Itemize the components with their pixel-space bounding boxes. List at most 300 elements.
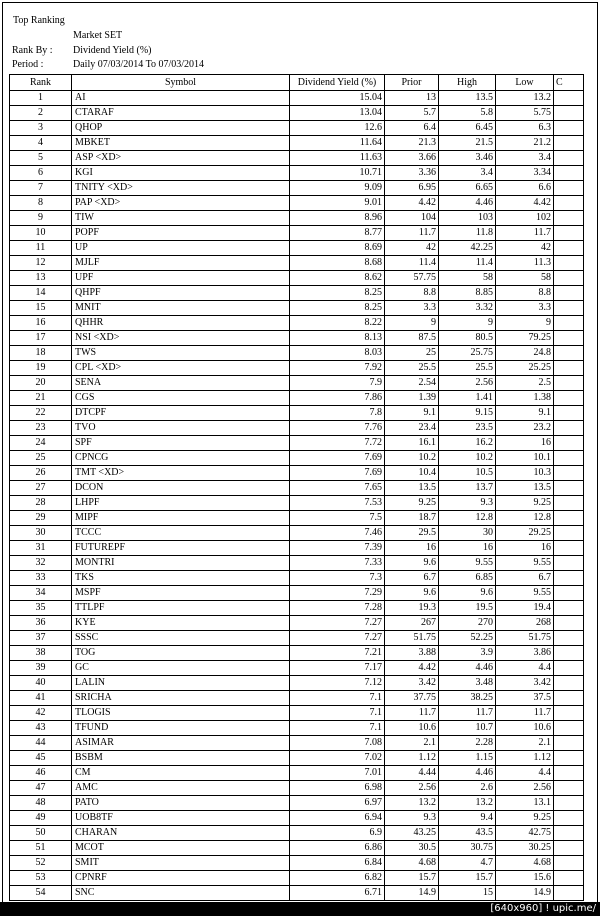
close-cell bbox=[554, 541, 584, 556]
close-cell bbox=[554, 766, 584, 781]
high-cell: 3.4 bbox=[439, 166, 496, 181]
low-cell: 19.4 bbox=[496, 601, 554, 616]
symbol-cell: BSBM bbox=[72, 751, 290, 766]
high-cell: 12.8 bbox=[439, 511, 496, 526]
yield-cell: 7.33 bbox=[290, 556, 385, 571]
close-cell bbox=[554, 481, 584, 496]
prior-cell: 42 bbox=[385, 241, 439, 256]
table-row bbox=[10, 826, 584, 841]
table-header-row bbox=[10, 75, 584, 91]
yield-cell: 7.1 bbox=[290, 691, 385, 706]
close-cell bbox=[554, 346, 584, 361]
rank-cell: 2 bbox=[10, 106, 72, 121]
yield-cell: 7.39 bbox=[290, 541, 385, 556]
symbol-cell: NSI <XD> bbox=[72, 331, 290, 346]
high-cell: 38.25 bbox=[439, 691, 496, 706]
rank-cell: 38 bbox=[10, 646, 72, 661]
high-cell: 8.85 bbox=[439, 286, 496, 301]
yield-cell: 7.1 bbox=[290, 721, 385, 736]
table-row bbox=[10, 286, 584, 301]
symbol-cell: TKS bbox=[72, 571, 290, 586]
low-cell: 2.1 bbox=[496, 736, 554, 751]
report-title: Top Ranking bbox=[13, 15, 65, 26]
prior-cell: 4.68 bbox=[385, 856, 439, 871]
high-cell: 16.2 bbox=[439, 436, 496, 451]
rank-cell: 5 bbox=[10, 151, 72, 166]
prior-cell: 2.56 bbox=[385, 781, 439, 796]
yield-cell: 7.28 bbox=[290, 601, 385, 616]
symbol-cell: LHPF bbox=[72, 496, 290, 511]
table-row bbox=[10, 571, 584, 586]
rank-cell: 19 bbox=[10, 361, 72, 376]
yield-cell: 7.3 bbox=[290, 571, 385, 586]
table-row bbox=[10, 421, 584, 436]
symbol-cell: MNIT bbox=[72, 301, 290, 316]
low-cell: 11.7 bbox=[496, 706, 554, 721]
high-cell: 25.5 bbox=[439, 361, 496, 376]
table-row bbox=[10, 106, 584, 121]
table-row bbox=[10, 886, 584, 901]
low-cell: 10.3 bbox=[496, 466, 554, 481]
rank-cell: 52 bbox=[10, 856, 72, 871]
high-cell: 3.46 bbox=[439, 151, 496, 166]
col-symbol: Symbol bbox=[72, 75, 290, 91]
table-row bbox=[10, 436, 584, 451]
low-cell: 21.2 bbox=[496, 136, 554, 151]
yield-cell: 8.22 bbox=[290, 316, 385, 331]
symbol-cell: ASP <XD> bbox=[72, 151, 290, 166]
yield-cell: 7.08 bbox=[290, 736, 385, 751]
rank-cell: 15 bbox=[10, 301, 72, 316]
yield-cell: 7.69 bbox=[290, 451, 385, 466]
symbol-cell: AMC bbox=[72, 781, 290, 796]
prior-cell: 16.1 bbox=[385, 436, 439, 451]
rank-cell: 28 bbox=[10, 496, 72, 511]
symbol-cell: UP bbox=[72, 241, 290, 256]
symbol-cell: KYE bbox=[72, 616, 290, 631]
yield-cell: 7.01 bbox=[290, 766, 385, 781]
high-cell: 9.3 bbox=[439, 496, 496, 511]
col-dividend-yield: Dividend Yield (%) bbox=[290, 75, 385, 91]
low-cell: 268 bbox=[496, 616, 554, 631]
table-row bbox=[10, 226, 584, 241]
yield-cell: 8.03 bbox=[290, 346, 385, 361]
prior-cell: 3.66 bbox=[385, 151, 439, 166]
table-row bbox=[10, 691, 584, 706]
symbol-cell: GC bbox=[72, 661, 290, 676]
col-rank: Rank bbox=[10, 75, 72, 91]
table-row bbox=[10, 646, 584, 661]
close-cell bbox=[554, 871, 584, 886]
prior-cell: 104 bbox=[385, 211, 439, 226]
high-cell: 4.46 bbox=[439, 661, 496, 676]
yield-cell: 7.21 bbox=[290, 646, 385, 661]
table-row bbox=[10, 601, 584, 616]
table-row bbox=[10, 271, 584, 286]
low-cell: 51.75 bbox=[496, 631, 554, 646]
col-close-partial: C bbox=[554, 75, 584, 91]
prior-cell: 9.1 bbox=[385, 406, 439, 421]
table-row bbox=[10, 256, 584, 271]
low-cell: 11.7 bbox=[496, 226, 554, 241]
period-value: Daily 07/03/2014 To 07/03/2014 bbox=[73, 59, 205, 70]
prior-cell: 10.4 bbox=[385, 466, 439, 481]
yield-cell: 6.84 bbox=[290, 856, 385, 871]
prior-cell: 3.3 bbox=[385, 301, 439, 316]
table-row bbox=[10, 481, 584, 496]
table-row bbox=[10, 241, 584, 256]
rank-cell: 53 bbox=[10, 871, 72, 886]
yield-cell: 6.9 bbox=[290, 826, 385, 841]
rank-cell: 14 bbox=[10, 286, 72, 301]
high-cell: 10.2 bbox=[439, 451, 496, 466]
low-cell: 13.2 bbox=[496, 91, 554, 106]
low-cell: 24.8 bbox=[496, 346, 554, 361]
low-cell: 3.34 bbox=[496, 166, 554, 181]
low-cell: 10.6 bbox=[496, 721, 554, 736]
rank-cell: 8 bbox=[10, 196, 72, 211]
high-cell: 9.55 bbox=[439, 556, 496, 571]
low-cell: 3.4 bbox=[496, 151, 554, 166]
yield-cell: 9.09 bbox=[290, 181, 385, 196]
prior-cell: 13.5 bbox=[385, 481, 439, 496]
high-cell: 21.5 bbox=[439, 136, 496, 151]
symbol-cell: MCOT bbox=[72, 841, 290, 856]
close-cell bbox=[554, 601, 584, 616]
yield-cell: 8.77 bbox=[290, 226, 385, 241]
prior-cell: 13.2 bbox=[385, 796, 439, 811]
low-cell: 23.2 bbox=[496, 421, 554, 436]
prior-cell: 9.25 bbox=[385, 496, 439, 511]
table-row bbox=[10, 676, 584, 691]
high-cell: 1.41 bbox=[439, 391, 496, 406]
prior-cell: 267 bbox=[385, 616, 439, 631]
close-cell bbox=[554, 301, 584, 316]
rank-cell: 36 bbox=[10, 616, 72, 631]
low-cell: 2.5 bbox=[496, 376, 554, 391]
yield-cell: 7.92 bbox=[290, 361, 385, 376]
rank-cell: 31 bbox=[10, 541, 72, 556]
yield-cell: 7.76 bbox=[290, 421, 385, 436]
symbol-cell: CM bbox=[72, 766, 290, 781]
close-cell bbox=[554, 631, 584, 646]
prior-cell: 15.7 bbox=[385, 871, 439, 886]
yield-cell: 8.68 bbox=[290, 256, 385, 271]
table-row bbox=[10, 721, 584, 736]
symbol-cell: TWS bbox=[72, 346, 290, 361]
low-cell: 3.86 bbox=[496, 646, 554, 661]
symbol-cell: TFUND bbox=[72, 721, 290, 736]
yield-cell: 8.96 bbox=[290, 211, 385, 226]
yield-cell: 6.82 bbox=[290, 871, 385, 886]
yield-cell: 11.63 bbox=[290, 151, 385, 166]
high-cell: 9 bbox=[439, 316, 496, 331]
table-row bbox=[10, 541, 584, 556]
close-cell bbox=[554, 166, 584, 181]
rank-cell: 22 bbox=[10, 406, 72, 421]
close-cell bbox=[554, 151, 584, 166]
prior-cell: 6.95 bbox=[385, 181, 439, 196]
symbol-cell: SENA bbox=[72, 376, 290, 391]
low-cell: 5.75 bbox=[496, 106, 554, 121]
low-cell: 15.6 bbox=[496, 871, 554, 886]
prior-cell: 5.7 bbox=[385, 106, 439, 121]
table-row bbox=[10, 781, 584, 796]
rank-cell: 35 bbox=[10, 601, 72, 616]
yield-cell: 6.97 bbox=[290, 796, 385, 811]
close-cell bbox=[554, 721, 584, 736]
close-cell bbox=[554, 361, 584, 376]
prior-cell: 6.7 bbox=[385, 571, 439, 586]
low-cell: 29.25 bbox=[496, 526, 554, 541]
prior-cell: 87.5 bbox=[385, 331, 439, 346]
rank-cell: 9 bbox=[10, 211, 72, 226]
low-cell: 13.1 bbox=[496, 796, 554, 811]
rank-cell: 24 bbox=[10, 436, 72, 451]
rank-cell: 11 bbox=[10, 241, 72, 256]
high-cell: 23.5 bbox=[439, 421, 496, 436]
yield-cell: 8.69 bbox=[290, 241, 385, 256]
rank-cell: 26 bbox=[10, 466, 72, 481]
high-cell: 15.7 bbox=[439, 871, 496, 886]
low-cell: 37.5 bbox=[496, 691, 554, 706]
low-cell: 58 bbox=[496, 271, 554, 286]
prior-cell: 2.54 bbox=[385, 376, 439, 391]
table-row bbox=[10, 766, 584, 781]
close-cell bbox=[554, 781, 584, 796]
high-cell: 13.7 bbox=[439, 481, 496, 496]
rank-cell: 47 bbox=[10, 781, 72, 796]
low-cell: 30.25 bbox=[496, 841, 554, 856]
low-cell: 4.4 bbox=[496, 661, 554, 676]
symbol-cell: LALIN bbox=[72, 676, 290, 691]
table-row bbox=[10, 211, 584, 226]
low-cell: 16 bbox=[496, 541, 554, 556]
prior-cell: 29.5 bbox=[385, 526, 439, 541]
symbol-cell: TOG bbox=[72, 646, 290, 661]
rank-cell: 33 bbox=[10, 571, 72, 586]
table-row bbox=[10, 616, 584, 631]
high-cell: 1.15 bbox=[439, 751, 496, 766]
rank-cell: 34 bbox=[10, 586, 72, 601]
prior-cell: 1.39 bbox=[385, 391, 439, 406]
high-cell: 30 bbox=[439, 526, 496, 541]
low-cell: 13.5 bbox=[496, 481, 554, 496]
col-low: Low bbox=[496, 75, 554, 91]
low-cell: 3.3 bbox=[496, 301, 554, 316]
symbol-cell: QHHR bbox=[72, 316, 290, 331]
close-cell bbox=[554, 556, 584, 571]
close-cell bbox=[554, 316, 584, 331]
table-row bbox=[10, 511, 584, 526]
prior-cell: 25 bbox=[385, 346, 439, 361]
high-cell: 43.5 bbox=[439, 826, 496, 841]
low-cell: 6.3 bbox=[496, 121, 554, 136]
low-cell: 42.75 bbox=[496, 826, 554, 841]
yield-cell: 7.17 bbox=[290, 661, 385, 676]
high-cell: 4.46 bbox=[439, 766, 496, 781]
high-cell: 11.8 bbox=[439, 226, 496, 241]
rank-cell: 18 bbox=[10, 346, 72, 361]
rank-cell: 13 bbox=[10, 271, 72, 286]
footer-bar bbox=[0, 902, 600, 916]
close-cell bbox=[554, 271, 584, 286]
prior-cell: 11.7 bbox=[385, 706, 439, 721]
close-cell bbox=[554, 331, 584, 346]
rank-cell: 6 bbox=[10, 166, 72, 181]
high-cell: 9.4 bbox=[439, 811, 496, 826]
yield-cell: 6.86 bbox=[290, 841, 385, 856]
rank-cell: 54 bbox=[10, 886, 72, 901]
rank-cell: 39 bbox=[10, 661, 72, 676]
table-row bbox=[10, 841, 584, 856]
rank-cell: 43 bbox=[10, 721, 72, 736]
yield-cell: 6.94 bbox=[290, 811, 385, 826]
prior-cell: 16 bbox=[385, 541, 439, 556]
prior-cell: 10.6 bbox=[385, 721, 439, 736]
high-cell: 42.25 bbox=[439, 241, 496, 256]
close-cell bbox=[554, 646, 584, 661]
high-cell: 2.28 bbox=[439, 736, 496, 751]
table-row bbox=[10, 586, 584, 601]
prior-cell: 18.7 bbox=[385, 511, 439, 526]
symbol-cell: CHARAN bbox=[72, 826, 290, 841]
close-cell bbox=[554, 511, 584, 526]
table-row bbox=[10, 196, 584, 211]
high-cell: 3.9 bbox=[439, 646, 496, 661]
period-label: Period : bbox=[12, 59, 44, 70]
high-cell: 10.5 bbox=[439, 466, 496, 481]
yield-cell: 7.29 bbox=[290, 586, 385, 601]
close-cell bbox=[554, 421, 584, 436]
close-cell bbox=[554, 286, 584, 301]
high-cell: 10.7 bbox=[439, 721, 496, 736]
symbol-cell: TMT <XD> bbox=[72, 466, 290, 481]
prior-cell: 6.4 bbox=[385, 121, 439, 136]
low-cell: 14.9 bbox=[496, 886, 554, 901]
low-cell: 1.38 bbox=[496, 391, 554, 406]
prior-cell: 9.3 bbox=[385, 811, 439, 826]
close-cell bbox=[554, 796, 584, 811]
high-cell: 2.56 bbox=[439, 376, 496, 391]
rank-cell: 23 bbox=[10, 421, 72, 436]
low-cell: 3.42 bbox=[496, 676, 554, 691]
yield-cell: 7.53 bbox=[290, 496, 385, 511]
table-row bbox=[10, 451, 584, 466]
yield-cell: 7.12 bbox=[290, 676, 385, 691]
high-cell: 270 bbox=[439, 616, 496, 631]
table-row bbox=[10, 346, 584, 361]
low-cell: 79.25 bbox=[496, 331, 554, 346]
close-cell bbox=[554, 826, 584, 841]
col-prior: Prior bbox=[385, 75, 439, 91]
close-cell bbox=[554, 571, 584, 586]
symbol-cell: TLOGIS bbox=[72, 706, 290, 721]
table-row bbox=[10, 391, 584, 406]
yield-cell: 9.01 bbox=[290, 196, 385, 211]
high-cell: 103 bbox=[439, 211, 496, 226]
symbol-cell: CPNCG bbox=[72, 451, 290, 466]
prior-cell: 3.88 bbox=[385, 646, 439, 661]
table-row bbox=[10, 796, 584, 811]
symbol-cell: CPNRF bbox=[72, 871, 290, 886]
yield-cell: 7.02 bbox=[290, 751, 385, 766]
symbol-cell: QHOP bbox=[72, 121, 290, 136]
prior-cell: 4.42 bbox=[385, 661, 439, 676]
table-row bbox=[10, 751, 584, 766]
table-row bbox=[10, 406, 584, 421]
prior-cell: 3.36 bbox=[385, 166, 439, 181]
table-row bbox=[10, 466, 584, 481]
close-cell bbox=[554, 706, 584, 721]
high-cell: 4.46 bbox=[439, 196, 496, 211]
high-cell: 11.4 bbox=[439, 256, 496, 271]
rank-cell: 44 bbox=[10, 736, 72, 751]
rank-cell: 25 bbox=[10, 451, 72, 466]
rank-cell: 3 bbox=[10, 121, 72, 136]
low-cell: 6.6 bbox=[496, 181, 554, 196]
table-row bbox=[10, 136, 584, 151]
close-cell bbox=[554, 661, 584, 676]
low-cell: 42 bbox=[496, 241, 554, 256]
symbol-cell: DCON bbox=[72, 481, 290, 496]
low-cell: 8.8 bbox=[496, 286, 554, 301]
symbol-cell: FUTUREPF bbox=[72, 541, 290, 556]
yield-cell: 7.46 bbox=[290, 526, 385, 541]
high-cell: 9.15 bbox=[439, 406, 496, 421]
close-cell bbox=[554, 886, 584, 901]
table-row bbox=[10, 121, 584, 136]
low-cell: 9 bbox=[496, 316, 554, 331]
rank-cell: 27 bbox=[10, 481, 72, 496]
close-cell bbox=[554, 436, 584, 451]
close-cell bbox=[554, 586, 584, 601]
symbol-cell: MONTRI bbox=[72, 556, 290, 571]
rank-cell: 40 bbox=[10, 676, 72, 691]
symbol-cell: CGS bbox=[72, 391, 290, 406]
close-cell bbox=[554, 121, 584, 136]
low-cell: 9.55 bbox=[496, 556, 554, 571]
prior-cell: 14.9 bbox=[385, 886, 439, 901]
rank-cell: 30 bbox=[10, 526, 72, 541]
rank-cell: 37 bbox=[10, 631, 72, 646]
yield-cell: 8.13 bbox=[290, 331, 385, 346]
table-row bbox=[10, 661, 584, 676]
table-row bbox=[10, 811, 584, 826]
prior-cell: 8.8 bbox=[385, 286, 439, 301]
low-cell: 9.25 bbox=[496, 811, 554, 826]
high-cell: 5.8 bbox=[439, 106, 496, 121]
table-row bbox=[10, 856, 584, 871]
rank-cell: 10 bbox=[10, 226, 72, 241]
low-cell: 6.7 bbox=[496, 571, 554, 586]
low-cell: 10.1 bbox=[496, 451, 554, 466]
rank-cell: 49 bbox=[10, 811, 72, 826]
table-row bbox=[10, 736, 584, 751]
table-row bbox=[10, 526, 584, 541]
close-cell bbox=[554, 751, 584, 766]
yield-cell: 8.25 bbox=[290, 286, 385, 301]
high-cell: 25.75 bbox=[439, 346, 496, 361]
rank-cell: 20 bbox=[10, 376, 72, 391]
symbol-cell: SMIT bbox=[72, 856, 290, 871]
rank-cell: 50 bbox=[10, 826, 72, 841]
high-cell: 19.5 bbox=[439, 601, 496, 616]
symbol-cell: QHPF bbox=[72, 286, 290, 301]
yield-cell: 7.8 bbox=[290, 406, 385, 421]
close-cell bbox=[554, 691, 584, 706]
symbol-cell: SSSC bbox=[72, 631, 290, 646]
